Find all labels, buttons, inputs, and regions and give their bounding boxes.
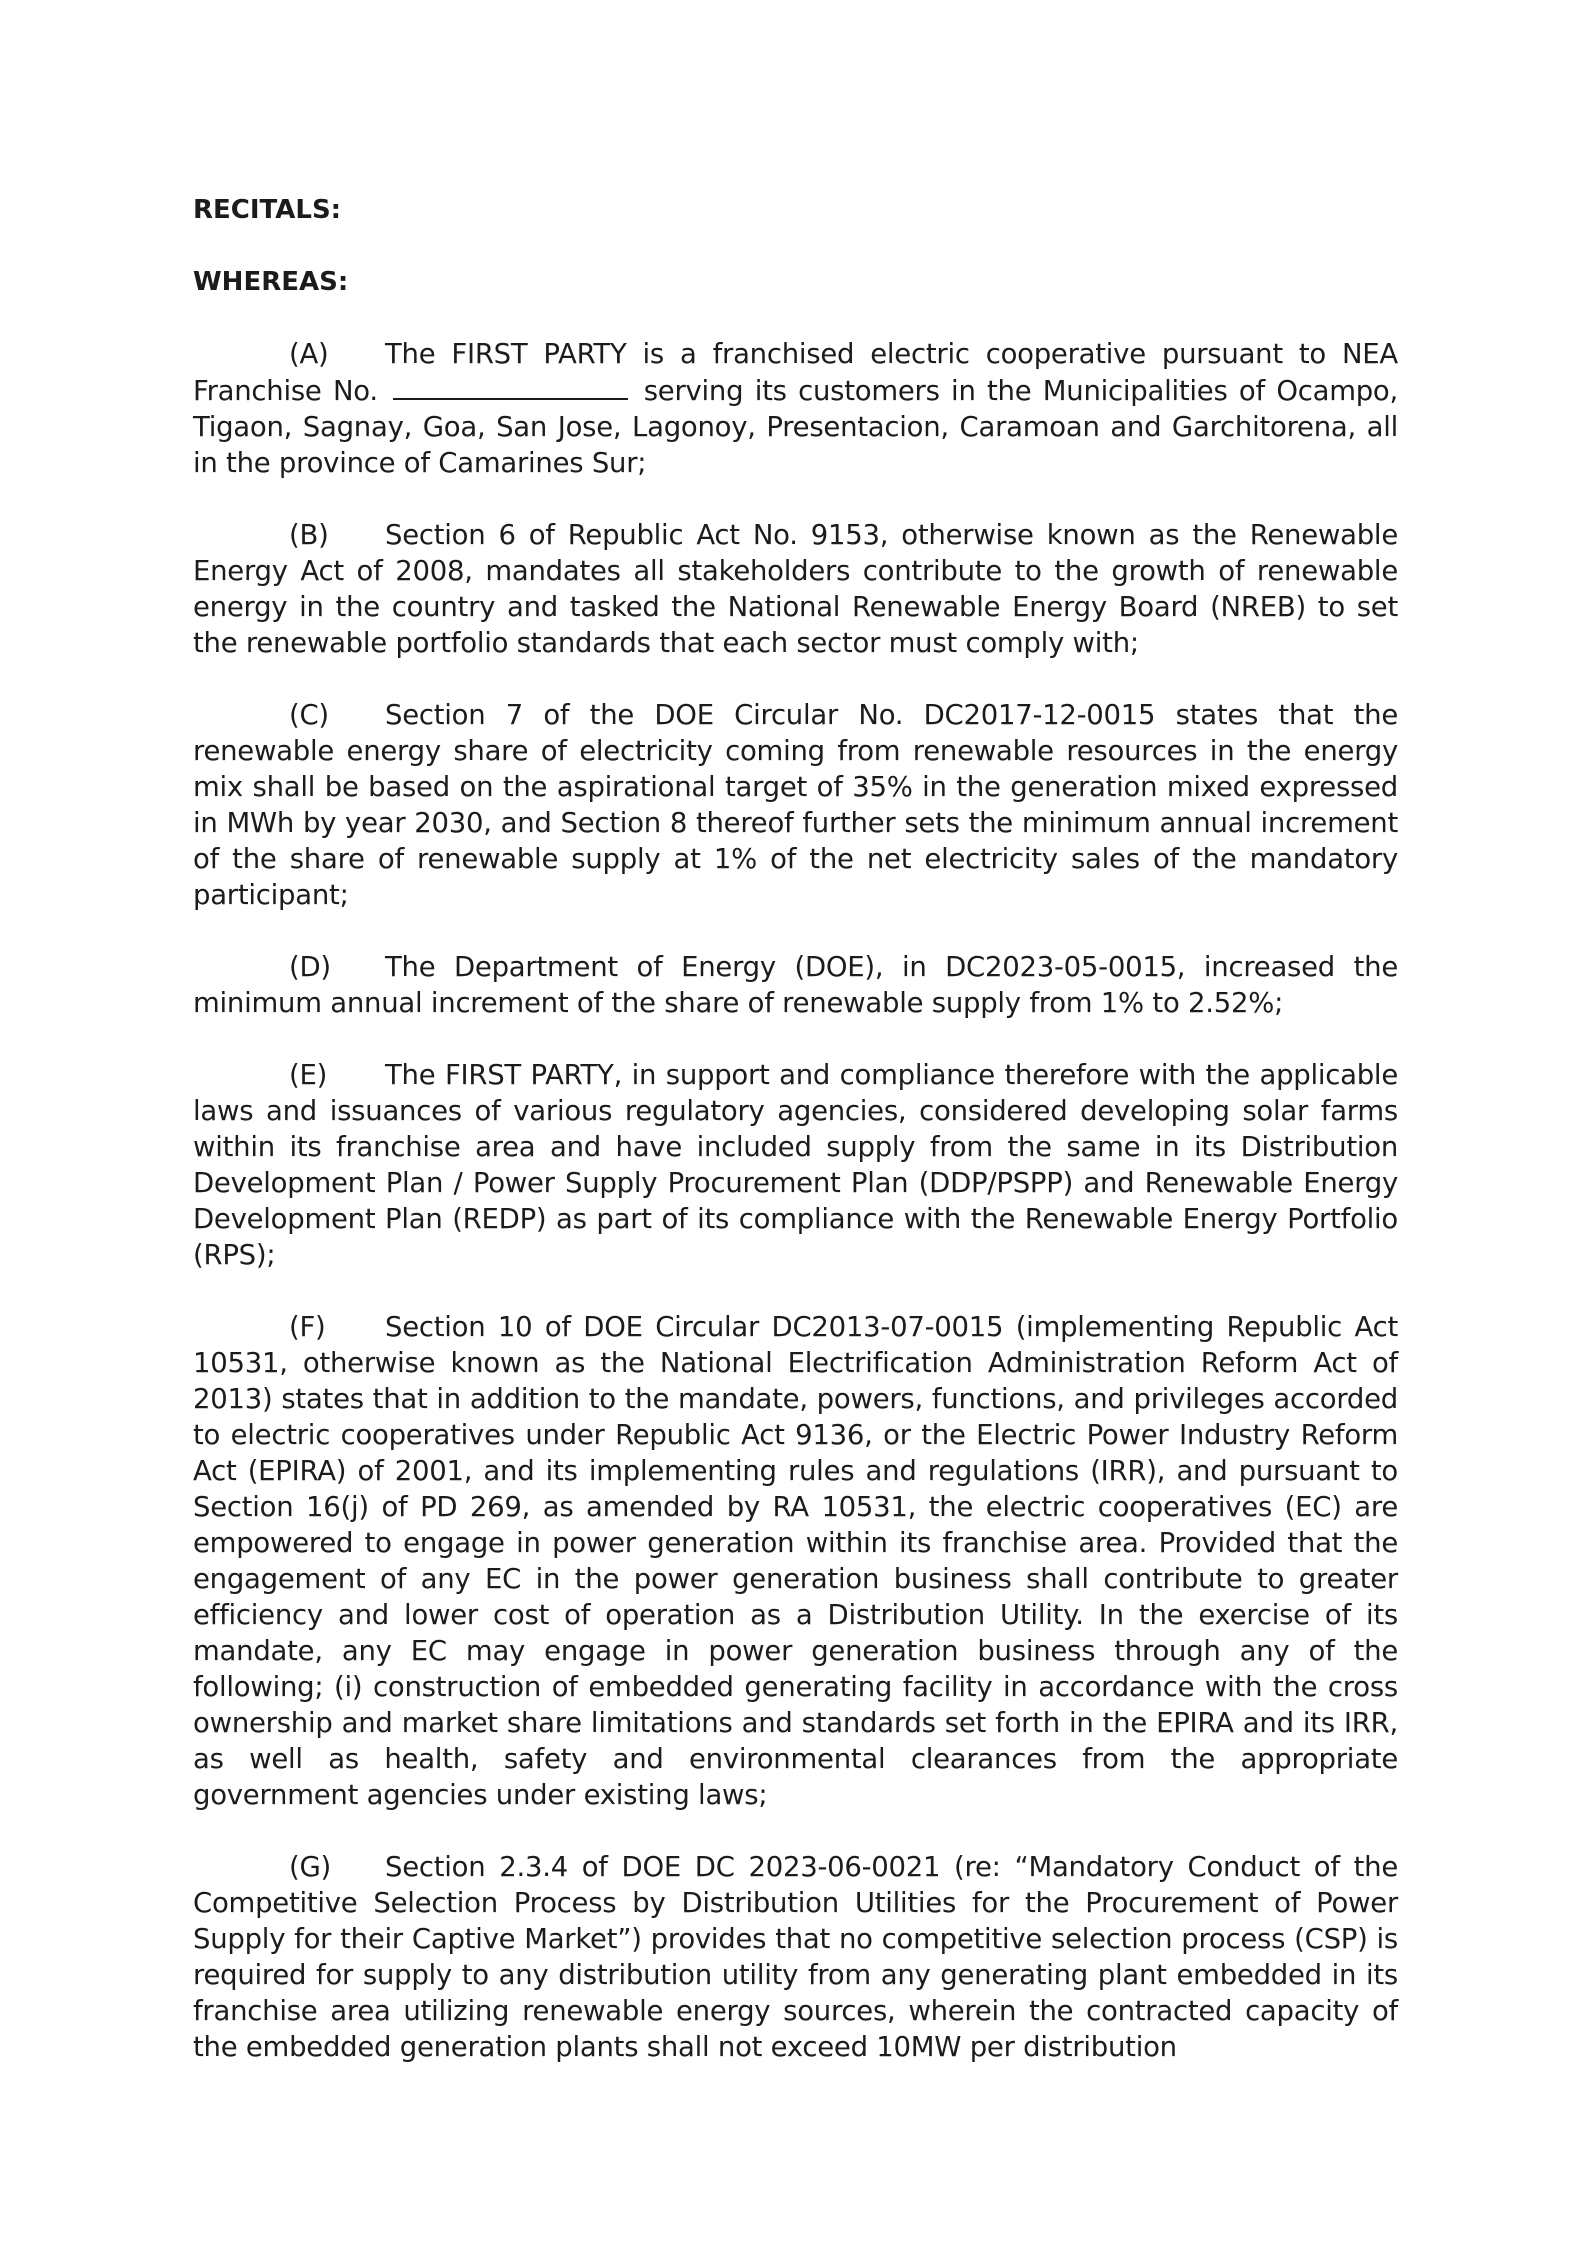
recital-paragraph-f	[193, 1309, 1398, 1813]
recital-paragraph-c	[193, 697, 1398, 913]
franchise-number-blank-line	[393, 372, 628, 400]
paragraph-text: The FIRST PARTY is a franchised electric cooperative pursuant to NEA Franchise No.	[193, 338, 1398, 407]
recital-paragraph-a	[193, 336, 1398, 481]
whereas-heading: WHEREAS:	[193, 267, 349, 297]
paragraph-letter: (B)	[289, 519, 329, 551]
paragraph-text: The Department of Energy (DOE), in DC2023-05-0015, increased the minimum annual increment of the share of renewable supply from 1% to 2.52%;	[193, 951, 1398, 1019]
recital-paragraph-g	[193, 1849, 1398, 2065]
paragraph-text: Section 7 of the DOE Circular No. DC2017-12-0015 states that the renewable energy share of electricity coming from renewable resources in the energy mix shall be based on the aspirational target of 35% in the generation mixed expressed in MWh by year 2030, and Section 8 thereof further sets the minimum annual increment of the share of renewable supply at 1% of the net electricity sales of the mandatory participant;	[193, 699, 1398, 911]
document-body	[193, 192, 1398, 2065]
paragraph-letter: (G)	[289, 1851, 332, 1883]
paragraph-text: The FIRST PARTY, in support and compliance therefore with the applicable laws and issuances of various regulatory agencies, considered developing solar farms within its franchise area and have included supply from the same in its Distribution Development Plan / Power Supply Procurement Plan (DDP/PSPP) and Renewable Energy Development Plan (REDP) as part of its compliance with the Renewable Energy Portfolio (RPS);	[193, 1059, 1398, 1271]
recital-paragraph-e	[193, 1057, 1398, 1273]
paragraph-letter: (C)	[289, 699, 329, 731]
paragraph-text: Section 10 of DOE Circular DC2013-07-0015 (implementing Republic Act 10531, otherwise known as the National Electrification Administration Reform Act of 2013) states that in addition to the mandate, powers, functions, and privileges accorded to electric cooperatives under Republic Act 9136, or the Electric Power Industry Reform Act (EPIRA) of 2001, and its implementing rules and regulations (IRR), and pursuant to Section 16(j) of PD 269, as amended by RA 10531, the electric cooperatives (EC) are empowered to engage in power generation within its franchise area. Provided that the engagement of any EC in the power generation business shall contribute to greater efficiency and lower cost of operation as a Distribution Utility. In the exercise of its mandate, any EC may engage in power generation business through any of the following; (i) construction of embedded generating facility in accordance with the cross ownership and market share limitations and standards set forth in the EPIRA and its IRR, as well as health, safety and environmental clearances from the appropriate government agencies under existing laws;	[193, 1311, 1398, 1811]
paragraph-letter: (F)	[289, 1311, 326, 1343]
recitals-heading: RECITALS:	[193, 195, 342, 225]
paragraph-text: Section 2.3.4 of DOE DC 2023-06-0021 (re: “Mandatory Conduct of the Competitive Selection Process by Distribution Utilities for the Procurement of Power Supply for their Captive Market”) provides that no competitive selection process (CSP) is required for supply to any distribution utility from any generating plant embedded in its franchise area utilizing renewable energy sources, wherein the contracted capacity of the embedded generation plants shall not exceed 10MW per distribution	[193, 1851, 1398, 2063]
recital-paragraph-d	[193, 949, 1398, 1021]
paragraph-letter: (A)	[289, 338, 329, 370]
paragraph-text: serving its customers in the Municipalities of Ocampo, Tigaon, Sagnay, Goa, San Jose, Lagonoy, Presentacion, Caramoan and Garchitorena, all in the province of Camarines Sur;	[193, 375, 1398, 479]
paragraph-letter: (D)	[289, 951, 331, 983]
paragraph-text: Section 6 of Republic Act No. 9153, otherwise known as the Renewable Energy Act of 2008, mandates all stakeholders contribute to the growth of renewable energy in the country and tasked the National Renewable Energy Board (NREB) to set the renewable portfolio standards that each sector must comply with;	[193, 519, 1398, 659]
paragraph-letter: (E)	[289, 1059, 328, 1091]
recital-paragraph-b	[193, 517, 1398, 661]
